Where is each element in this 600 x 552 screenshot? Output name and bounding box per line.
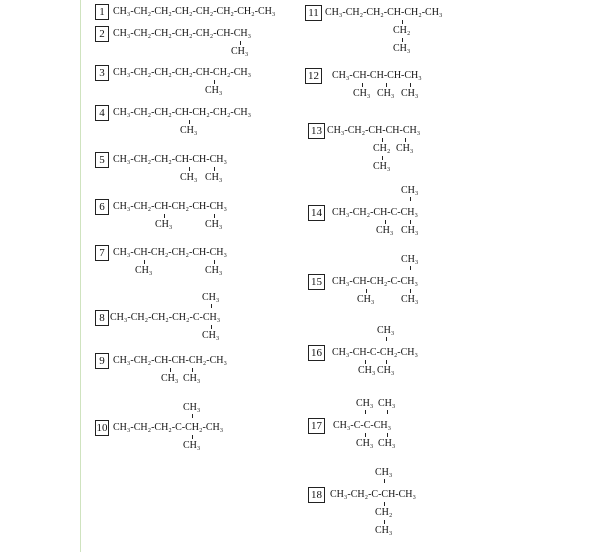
branch: CH₃ (135, 265, 153, 276)
structure-number: 12 (305, 68, 322, 84)
main-chain: CH₃-CH-C-CH₂-CH₃ (332, 347, 419, 358)
structure-number: 7 (95, 245, 109, 261)
main-chain: CH₃-CH₂-CH₂-CH₂-C-CH₃ (110, 312, 221, 323)
branch: CH₃ (205, 265, 223, 276)
branch: CH₃ (202, 330, 220, 341)
bond-line (410, 83, 411, 87)
bond-line (144, 260, 145, 264)
main-chain: CH₃-CH₂-C-CH-CH₃ (330, 489, 417, 500)
branch: CH₂ (373, 143, 391, 154)
bond-line (214, 260, 215, 264)
branch: CH₃ (401, 185, 419, 196)
bond-line (192, 435, 193, 439)
structure-number: 1 (95, 4, 109, 20)
bond-line (384, 520, 385, 524)
bond-line (385, 220, 386, 224)
structure-number: 14 (308, 205, 325, 221)
structure-number: 6 (95, 199, 109, 215)
bond-line (387, 433, 388, 437)
main-chain: CH₃-CH₂-CH-CH₂-CH-CH₃ (113, 201, 227, 212)
bond-line (214, 80, 215, 84)
bond-line (170, 368, 171, 372)
bond-line (362, 83, 363, 87)
branch: CH₃ (202, 292, 220, 303)
main-chain: CH₃-CH₂-CH₂-CH₂-CH-CH₂-CH₃ (113, 67, 252, 78)
branch: CH₃ (161, 373, 179, 384)
bond-line (410, 289, 411, 293)
branch: CH₃ (183, 440, 201, 451)
branch: CH₃ (401, 294, 419, 305)
bond-line (189, 167, 190, 171)
branch: CH₃ (375, 467, 393, 478)
branch: CH₃ (376, 225, 394, 236)
branch: CH₃ (183, 402, 201, 413)
bond-line (402, 38, 403, 42)
main-chain: CH₃-CH₂-CH₂-C-CH₂-CH₃ (113, 422, 224, 433)
branch: CH₃ (377, 325, 395, 336)
bond-line (366, 289, 367, 293)
branch: CH₃ (378, 438, 396, 449)
bond-line (386, 337, 387, 341)
main-chain: CH₃-CH₂-CH-CH-CH₂-CH₃ (113, 355, 227, 366)
branch: CH₃ (183, 373, 201, 384)
structure-number: 2 (95, 26, 109, 42)
branch: CH₃ (155, 219, 173, 230)
bond-line (189, 120, 190, 124)
structure-number: 17 (308, 418, 325, 434)
bond-line (240, 41, 241, 45)
bond-line (192, 368, 193, 372)
main-chain: CH₃-CH₂-CH₂-CH₂-CH₂-CH-CH₃ (113, 28, 252, 39)
bond-line (164, 214, 165, 218)
bond-line (405, 138, 406, 142)
branch: CH₃ (375, 525, 393, 536)
bond-line (214, 167, 215, 171)
branch: CH₂ (393, 25, 411, 36)
main-chain: CH₃-CH₂-CH₂-CH-CH-CH₃ (113, 154, 227, 165)
structure-number: 15 (308, 274, 325, 290)
main-chain: CH₃-CH₂-CH₂-CH-CH₂-CH₃ (325, 7, 443, 18)
bond-line (365, 433, 366, 437)
bond-line (384, 479, 385, 483)
bond-line (387, 410, 388, 414)
bond-line (410, 266, 411, 270)
bond-line (386, 83, 387, 87)
bond-line (214, 214, 215, 218)
branch: CH₃ (396, 143, 414, 154)
branch: CH₃ (393, 43, 411, 54)
bond-line (402, 20, 403, 24)
bond-line (382, 156, 383, 160)
branch: CH₃ (377, 88, 395, 99)
branch: CH₃ (180, 125, 198, 136)
branch: CH₃ (356, 438, 374, 449)
structure-number: 11 (305, 5, 322, 21)
branch: CH₃ (353, 88, 371, 99)
branch: CH₃ (205, 85, 223, 96)
structure-number: 3 (95, 65, 109, 81)
bond-line (211, 304, 212, 308)
structure-number: 9 (95, 353, 109, 369)
structure-number: 5 (95, 152, 109, 168)
structure-number: 4 (95, 105, 109, 121)
branch: CH₃ (378, 398, 396, 409)
bond-line (382, 138, 383, 142)
structure-number: 13 (308, 123, 325, 139)
bond-line (365, 410, 366, 414)
structure-number: 18 (308, 487, 325, 503)
bond-line (386, 360, 387, 364)
bond-line (365, 360, 366, 364)
branch: CH₃ (356, 398, 374, 409)
branch: CH₃ (180, 172, 198, 183)
main-chain: CH₃-CH₂-CH-C-CH₃ (332, 207, 419, 218)
page-left-rule (80, 0, 81, 552)
branch: CH₃ (205, 219, 223, 230)
structure-number: 10 (96, 422, 108, 434)
bond-line (410, 197, 411, 201)
branch: CH₃ (373, 161, 391, 172)
bond-line (211, 325, 212, 329)
branch: CH₃ (205, 172, 223, 183)
main-chain: CH₃-CH-CH-CH-CH₃ (332, 70, 422, 81)
bond-line (384, 502, 385, 506)
bond-line (192, 414, 193, 418)
structure-number: 16 (308, 345, 325, 361)
branch: CH₃ (401, 88, 419, 99)
branch: CH₃ (231, 46, 249, 57)
branch: CH₃ (401, 254, 419, 265)
branch: CH₃ (357, 294, 375, 305)
bond-line (410, 220, 411, 224)
main-chain: CH₃-CH₂-CH₂-CH₂-CH₂-CH₂-CH₂-CH₃ (113, 6, 276, 17)
branch: CH₃ (401, 225, 419, 236)
branch: CH₂ (375, 507, 393, 518)
main-chain: CH₃-C-C-CH₃ (333, 420, 392, 431)
main-chain: CH₃-CH-CH₂-CH₂-CH-CH₃ (113, 247, 227, 258)
main-chain: CH₃-CH₂-CH-CH-CH₃ (327, 125, 421, 136)
main-chain: CH₃-CH-CH₂-C-CH₃ (332, 276, 419, 287)
branch: CH₃ (358, 365, 376, 376)
branch: CH₃ (377, 365, 395, 376)
main-chain: CH₃-CH₂-CH₂-CH-CH₂-CH₂-CH₃ (113, 107, 252, 118)
structure-number: 8 (95, 310, 109, 326)
